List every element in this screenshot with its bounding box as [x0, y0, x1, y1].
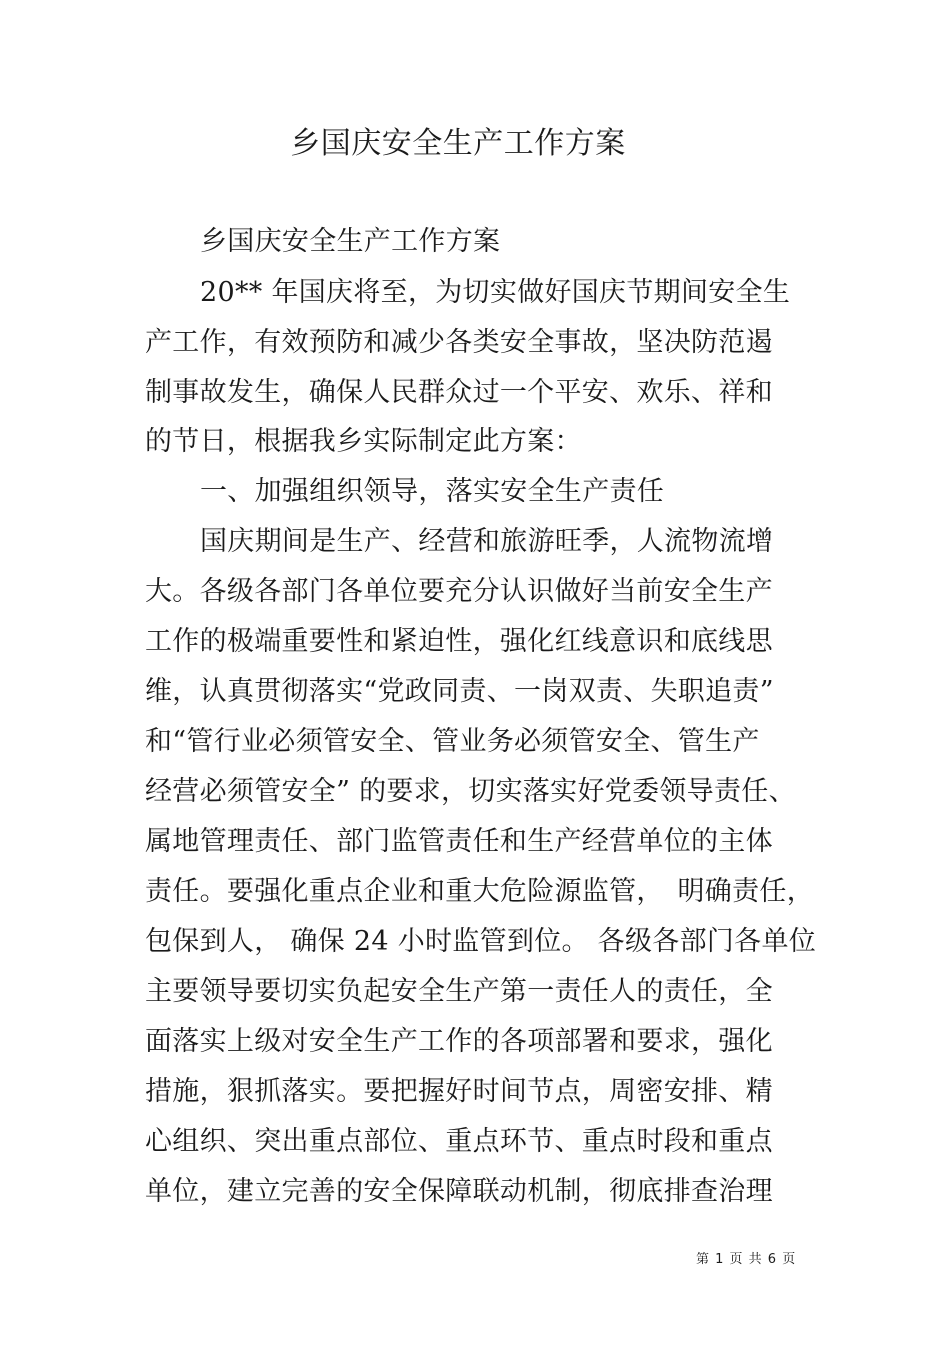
paragraph-line: 和“管行业必须管安全、管业务必须管安全、管生产 — [145, 726, 760, 757]
subtitle-line: 乡国庆安全生产工作方案 — [200, 226, 501, 257]
paragraph-line: 工作的极端重要性和紧迫性，强化红线意识和底线思 — [145, 626, 773, 657]
paragraph-line: 包保到人， 确保 24 小时监管到位。 各级各部门各单位 — [145, 926, 817, 957]
paragraph-line: 维，认真贯彻落实“党政同责、一岗双责、失职追责” — [145, 676, 774, 707]
paragraph-line: 经营必须管安全” 的要求，切实落实好党委领导责任、 — [145, 776, 796, 807]
paragraph-line: 措施，狠抓落实。要把握好时间节点，周密安排、精 — [145, 1076, 773, 1107]
paragraph-line: 产工作，有效预防和减少各类安全事故，坚决防范遏 — [145, 327, 773, 358]
section-heading: 一、加强组织领导，落实安全生产责任 — [200, 476, 665, 507]
paragraph-line: 的节日，根据我乡实际制定此方案： — [145, 426, 582, 457]
paragraph-line: 面落实上级对安全生产工作的各项部署和要求，强化 — [145, 1026, 773, 1057]
paragraph-line: 20** 年国庆将至，为切实做好国庆节期间安全生 — [200, 277, 791, 308]
paragraph-line: 心组织、突出重点部位、重点环节、重点时段和重点 — [145, 1126, 773, 1157]
paragraph-line: 属地管理责任、部门监管责任和生产经营单位的主体 — [145, 826, 773, 857]
page-number: 第 1 页 共 6 页 — [696, 1252, 797, 1267]
paragraph-line: 国庆期间是生产、经营和旅游旺季，人流物流增 — [200, 526, 774, 557]
document-title: 乡国庆安全生产工作方案 — [290, 126, 626, 161]
paragraph-line: 主要领导要切实负起安全生产第一责任人的责任，全 — [145, 976, 773, 1007]
paragraph-line: 大。各级各部门各单位要充分认识做好当前安全生产 — [145, 576, 773, 607]
paragraph-line: 制事故发生，确保人民群众过一个平安、欢乐、祥和 — [145, 377, 773, 408]
paragraph-line: 责任。要强化重点企业和重大危险源监管， 明确责任， — [145, 876, 814, 907]
paragraph-line: 单位，建立完善的安全保障联动机制，彻底排查治理 — [145, 1176, 773, 1207]
